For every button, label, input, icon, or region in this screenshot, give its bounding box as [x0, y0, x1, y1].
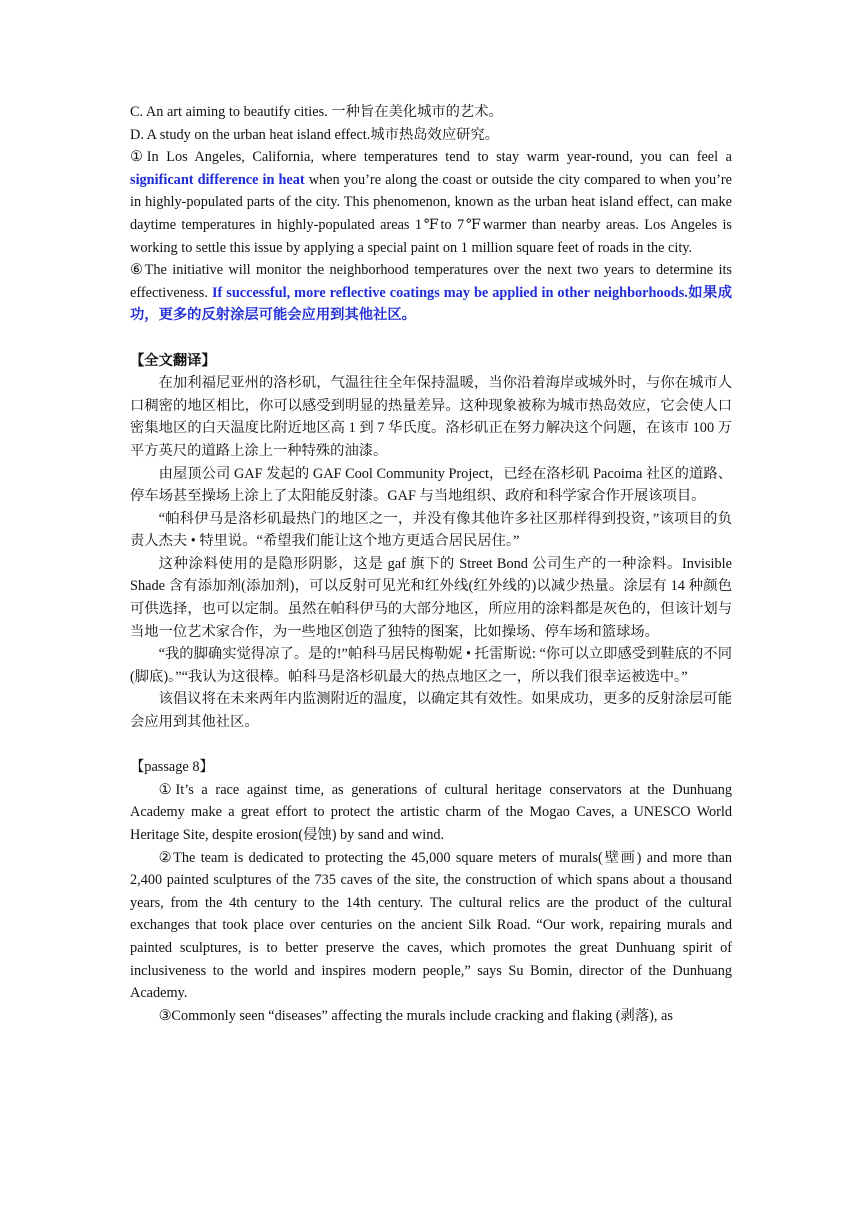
passage-8-paragraph-2: ②The team is dedicated to protecting the 45,000 square meters of murals(壁画) and more than 2,400 painted sculptures of the 735 caves of the site, the construction of which spans about a thousand years, from the 4th century to the 14th century. The cultural relics are the product of the cultural exchanges that took place over centuries on the ancient Silk Road. “Our work, repairing murals and painted sculptures, is to better preserve the caves, which promotes the great Dunhuang spirit of inclusiveness to the world and inspires modern people,” says Su Bomin, director of the Dunhuang Academy.: [130, 849, 732, 1002]
paragraph-1-text-end: when you’re along the coast or outside the city compared to when you’re in highly-populated parts of the city. This phenomenon, known as the urban heat island effect, can make daytime temperatures in highly-populated areas 1℉to 7℉warmer than nearby areas. Los Angeles is working to settle this issue by applying a special paint on 1 million square feet of roads in the city.: [130, 171, 732, 256]
paragraph-6-text: ⑥The initiative will monitor the neighborhood temperatures over the next two years to determine its effectiveness.: [130, 262, 732, 301]
translation-paragraph: “我的脚确实觉得凉了。是的!”帕科马居民梅勒妮 • 托雷斯说: “你可以立即感受到鞋底的不同(脚底)。”“我认为这很棒。帕科马是洛杉矶最大的热点地区之一，所以我们很幸运被选中。”: [130, 646, 732, 685]
option-c: C. An art aiming to beautify cities. 一种旨在美化城市的艺术。: [130, 104, 503, 120]
paragraph-1-text-start: ①In Los Angeles, California, where temperatures tend to stay warm year-round, you can feel a: [130, 149, 732, 166]
spacer: [130, 327, 732, 350]
translation-paragraph: 在加利福尼亚州的洛杉矶，气温往往全年保持温暖，当你沿着海岸或城外时，与你在城市人口稠密的地区相比，你可以感受到明显的热量差异。这种现象被称为城市热岛效应，它会使人口密集地区的白天温度比附近地区高 1 到 7 华氏度。洛杉矶正在努力解决这个问题，在该市 100 万平方英尺的道路上涂上一种特殊的油漆。: [130, 375, 732, 459]
translation-paragraph: “帕科伊马是洛杉矶最热门的地区之一，并没有像其他许多社区那样得到投资，”该项目的负责人杰夫 • 特里说。“希望我们能让这个地方更适合居民居住。”: [130, 510, 732, 550]
highlight-heat-difference: significant difference in heat: [130, 171, 305, 188]
passage-8-heading: 【passage 8】: [130, 759, 214, 776]
translation-paragraph: 由屋顶公司 GAF 发起的 GAF Cool Community Project，已经在洛杉矶 Pacoima 社区的道路、停车场甚至操场上涂上了太阳能反射漆。GAF 与当地组织、政府和科学家合作开展该项目。: [130, 465, 732, 505]
translation-heading: 【全文翻译】: [130, 352, 216, 369]
spacer: [130, 734, 732, 757]
option-d: D. A study on the urban heat island effect.城市热岛效应研究。: [130, 126, 500, 143]
paragraph-6: [130, 259, 732, 327]
translation-paragraph: 该倡议将在未来两年内监测附近的温度，以确定其有效性。如果成功，更多的反射涂层可能会应用到其他社区。: [130, 691, 732, 731]
translation-paragraph: 这种涂料使用的是隐形阴影，这是 gaf 旗下的 Street Bond 公司生产的一种涂料。Invisible Shade 含有添加剂(添加剂)，可以反射可见光和红外线(红外线的)以减少热量。涂层有 14 种颜色可供选择，也可以定制。虽然在帕科伊马的大部分地区，所应用的涂料都是灰色的，但该计划与当地一位艺术家合作，为一些地区创造了独特的图案，比如操场、停车场和篮球场。: [130, 555, 732, 640]
passage-8-paragraph-3: ③Commonly seen “diseases” affecting the murals include cracking and flaking (剥落), as: [158, 1007, 673, 1024]
passage-8-paragraph-1: ①It’s a race against time, as generations of cultural heritage conservators at the Dunhuang Academy make a great effort to protect the artistic charm of the Mogao Caves, a UNESCO World Heritage Site, despite erosion(侵蚀) by sand and wind.: [130, 781, 732, 843]
paragraph-1: [130, 146, 732, 259]
highlight-reflective-coatings: If successful, more reflective coatings may be applied in other neighborhoods.如果成功，更多的反射涂层可能会应用到其他社区。: [130, 284, 732, 324]
